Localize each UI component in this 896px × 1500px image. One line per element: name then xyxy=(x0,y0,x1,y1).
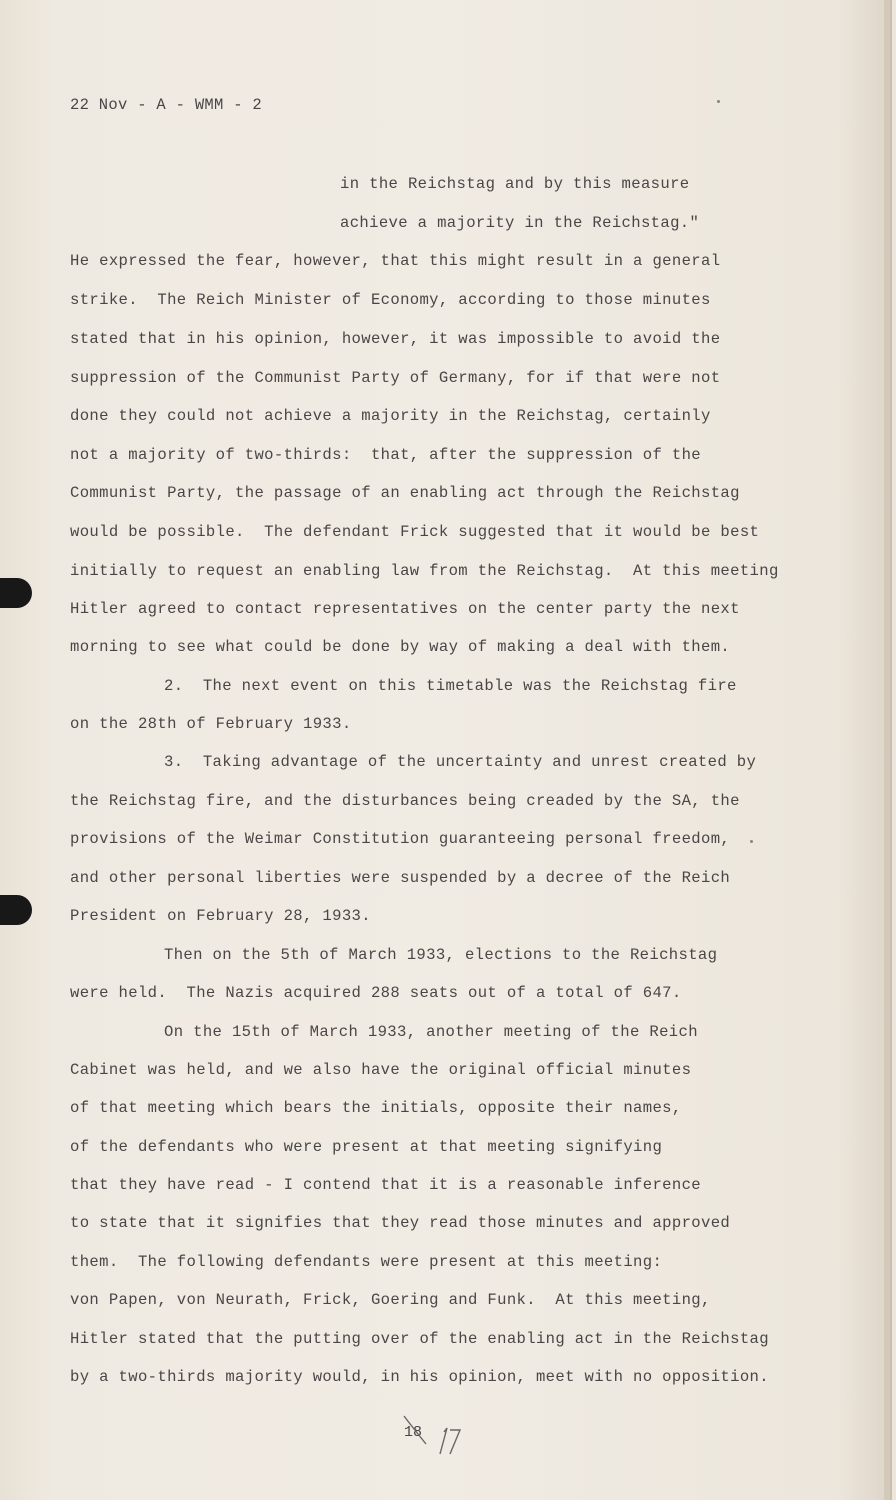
text-line: in the Reichstag and by this measure xyxy=(340,175,690,193)
text-line: done they could not achieve a majority in the Reichstag, certainly xyxy=(70,407,711,425)
text-line: provisions of the Weimar Constitution guaranteeing personal freedom, xyxy=(70,830,731,848)
text-line: of the defendants who were present at that meeting signifying xyxy=(70,1138,663,1156)
text-line: of that meeting which bears the initials, opposite their names, xyxy=(70,1099,682,1117)
punch-hole xyxy=(0,895,32,925)
text-line: that they have read - I contend that it is a reasonable inference xyxy=(70,1176,702,1194)
text-line: by a two-thirds majority would, in his opinion, meet with no opposition. xyxy=(70,1368,769,1386)
text-line: von Papen, von Neurath, Frick, Goering and Funk. At this meeting, xyxy=(70,1291,711,1309)
text-line: initially to request an enabling law from the Reichstag. At this meeting xyxy=(70,562,779,580)
text-line: 2. The next event on this timetable was the Reichstag fire xyxy=(164,677,737,695)
text-line: the Reichstag fire, and the disturbances being creaded by the SA, the xyxy=(70,792,740,810)
text-line: stated that in his opinion, however, it was impossible to avoid the xyxy=(70,330,721,348)
paper-speck xyxy=(750,840,753,843)
text-line: strike. The Reich Minister of Economy, according to those minutes xyxy=(70,291,711,309)
punch-hole xyxy=(0,578,32,608)
text-line: President on February 28, 1933. xyxy=(70,907,371,925)
text-line: on the 28th of February 1933. xyxy=(70,715,352,733)
document-header: 22 Nov - A - WMM - 2 xyxy=(70,96,263,114)
text-line: On the 15th of March 1933, another meeting of the Reich xyxy=(164,1023,698,1041)
text-line: Cabinet was held, and we also have the original official minutes xyxy=(70,1061,692,1079)
text-line: achieve a majority in the Reichstag." xyxy=(340,214,700,232)
page-number: 18 xyxy=(404,1424,423,1441)
handwritten-mark xyxy=(400,1414,470,1458)
text-line: Communist Party, the passage of an enabling act through the Reichstag xyxy=(70,484,740,502)
text-line: and other personal liberties were suspended by a decree of the Reich xyxy=(70,869,731,887)
text-line: suppression of the Communist Party of Germany, for if that were not xyxy=(70,369,721,387)
text-line: to state that it signifies that they read those minutes and approved xyxy=(70,1214,731,1232)
page-edge xyxy=(884,0,890,1500)
text-line: were held. The Nazis acquired 288 seats out of a total of 647. xyxy=(70,984,682,1002)
text-line: morning to see what could be done by way of making a deal with them. xyxy=(70,638,731,656)
text-line: Hitler stated that the putting over of the enabling act in the Reichstag xyxy=(70,1330,769,1348)
text-line: would be possible. The defendant Frick suggested that it would be best xyxy=(70,523,760,541)
text-line: Hitler agreed to contact representatives on the center party the next xyxy=(70,600,740,618)
text-line: 3. Taking advantage of the uncertainty and unrest created by xyxy=(164,753,757,771)
paper-speck xyxy=(717,100,720,103)
text-line: He expressed the fear, however, that this might result in a general xyxy=(70,252,721,270)
text-line: not a majority of two-thirds: that, after the suppression of the xyxy=(70,446,702,464)
text-line: them. The following defendants were present at this meeting: xyxy=(70,1253,663,1271)
text-line: Then on the 5th of March 1933, elections to the Reichstag xyxy=(164,946,718,964)
